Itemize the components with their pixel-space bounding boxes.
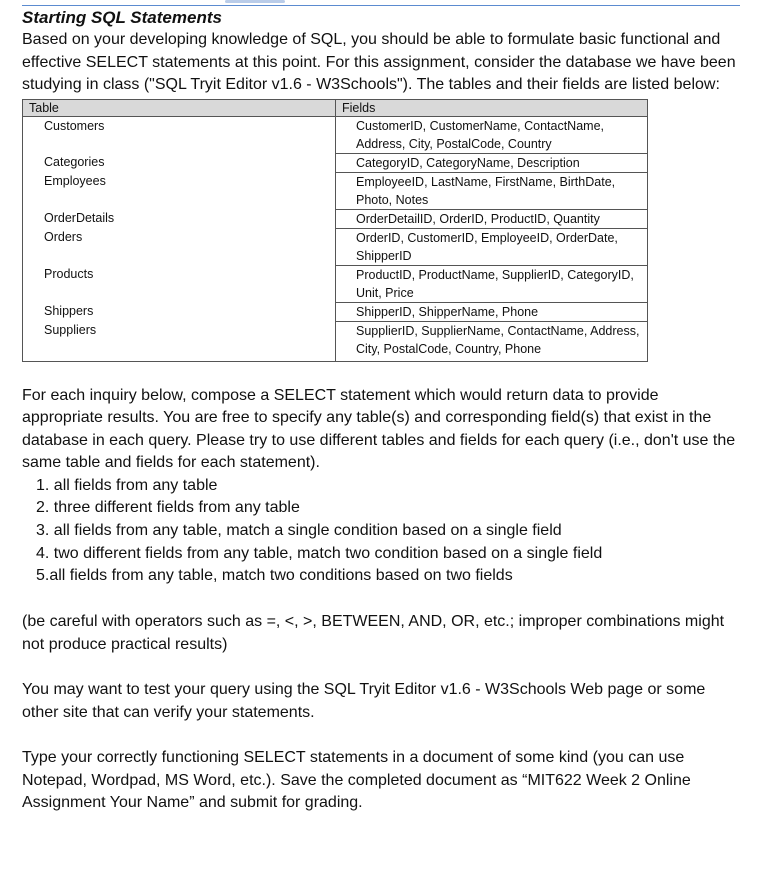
fields-cell: SupplierID, SupplierName, ContactName, Address, City, PostalCode, Country, Phone — [336, 321, 648, 361]
table-name-cell: Suppliers — [23, 321, 336, 361]
fields-cell: OrderID, CustomerID, EmployeeID, OrderDate, ShipperID — [336, 228, 648, 265]
fields-cell: CategoryID, CategoryName, Description — [336, 153, 648, 172]
fields-cell: ProductID, ProductName, SupplierID, CategoryID, Unit, Price — [336, 265, 648, 302]
fields-cell: ShipperID, ShipperName, Phone — [336, 302, 648, 321]
fields-cell: OrderDetailID, OrderID, ProductID, Quantity — [336, 209, 648, 228]
testing-paragraph: You may want to test your query using the SQL Tryit Editor v1.6 - W3Schools Web page or some other site that can verify your statements. — [22, 681, 706, 721]
fields-cell: CustomerID, CustomerName, ContactName, Address, City, PostalCode, Country — [336, 116, 648, 153]
fields-cell: EmployeeID, LastName, FirstName, BirthDate, Photo, Notes — [336, 172, 648, 209]
column-header-fields: Fields — [336, 99, 648, 116]
caution-paragraph: (be careful with operators such as =, <, >, BETWEEN, AND, OR, etc.; improper combinations might not produce practical results) — [22, 613, 725, 653]
table-header-row — [23, 99, 648, 116]
table-row — [23, 265, 648, 302]
instructions-paragraph: For each inquiry below, compose a SELECT statement which would return data to provide appropriate results. You are free to specify any table(s) and corresponding field(s) that exist in the database in each query. Please try to use different tables and fields for each query (i.e., don't use the same table and fields for each statement). — [22, 386, 736, 471]
table-row — [23, 172, 648, 209]
intro-paragraph: Based on your developing knowledge of SQL, you should be able to formulate basic functional and effective SELECT statements at this point. For this assignment, consider the database we have been studying in class ("SQL Tryit Editor v1.6 - W3Schools"). The tables and their fields are listed below: — [22, 31, 736, 93]
list-item: 5.all fields from any table, match two conditions based on two fields — [36, 567, 513, 585]
table-name-cell: Employees — [23, 172, 336, 209]
table-row — [23, 321, 648, 361]
document-body — [22, 7, 742, 815]
tables-fields-table — [22, 99, 648, 362]
table-row — [23, 116, 648, 153]
table-row — [23, 302, 648, 321]
table-name-cell: Customers — [23, 116, 336, 153]
list-item: 1. all fields from any table — [36, 476, 218, 494]
submission-paragraph: Type your correctly functioning SELECT statements in a document of some kind (you can use Notepad, Wordpad, MS Word, etc.). Save the completed document as “MIT622 Week 2 Online Assignment Your Name” and submit for grading. — [22, 749, 691, 812]
section-heading: Starting SQL Statements — [22, 8, 222, 27]
list-item: 2. three different fields from any table — [36, 499, 300, 517]
column-header-table: Table — [23, 99, 336, 116]
table-row — [23, 209, 648, 228]
table-name-cell: Orders — [23, 228, 336, 265]
query-list — [22, 475, 742, 589]
table-name-cell: Shippers — [23, 302, 336, 321]
table-name-cell: Categories — [23, 153, 336, 172]
list-item: 3. all fields from any table, match a single condition based on a single field — [36, 521, 562, 539]
table-name-cell: Products — [23, 265, 336, 302]
table-name-cell: OrderDetails — [23, 209, 336, 228]
table-row — [23, 153, 648, 172]
page-top-artifact — [225, 0, 285, 3]
table-row — [23, 228, 648, 265]
list-item: 4. two different fields from any table, match two condition based on a single field — [36, 544, 603, 562]
header-rule — [22, 5, 740, 6]
